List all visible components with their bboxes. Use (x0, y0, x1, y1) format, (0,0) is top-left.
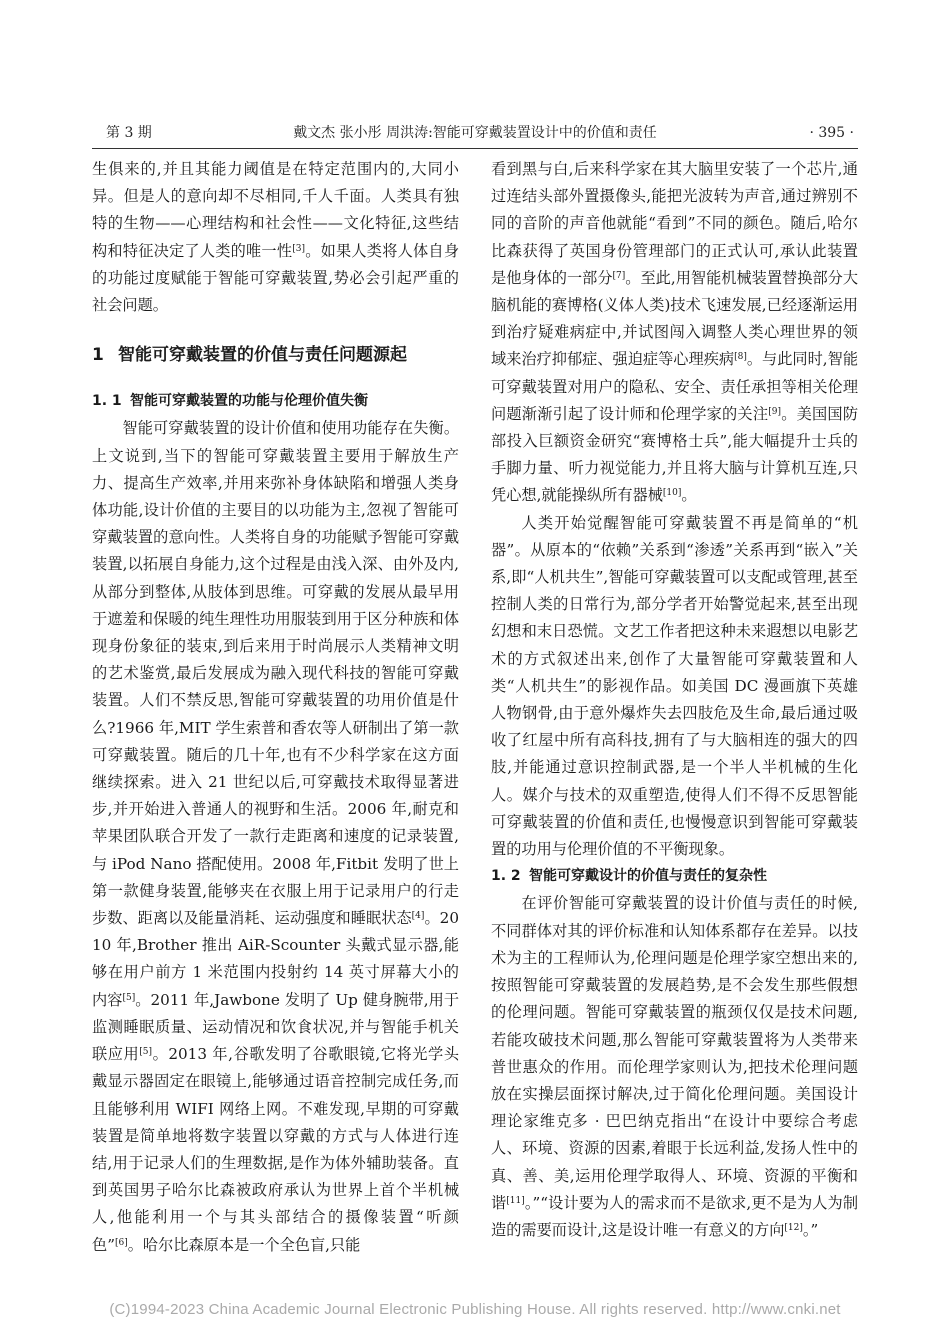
subsection-heading: 1. 2 智能可穿戴设计的价值与责任的复杂性 (491, 868, 767, 885)
citation: [4] (411, 911, 425, 922)
copyright-footer: (C)1994-2023 China Academic Journal Electronic Publishing House. All rights reserved. http://www.cnki.net (109, 1301, 841, 1318)
paragraph-continued: 看到黑与白,后来科学家在其大脑里安装了一个芯片,通过连结头部外置摄像头,能把光波转为声音,通过辨别不同的音阶的声音他就能“看到”不同的颜色。随后,哈尔比森获得了英国身份管理部门的正式认可,承认此装置是他身体的一部分[7]。至此,用智能机械装置替换部分大脑机能的赛博格(义体人类)技术飞速发展,已经逐渐运用到治疗疑难病症中,并试图闯入调整人类心理世界的领域来治疗抑郁症、强迫症等心理疾病[8]。与此同时,智能可穿戴装置对用户的隐私、安全、责任承担等相关伦理问题渐渐引起了设计师和伦理学家的关注[9]。美国国防部投入巨额资金研究“赛博格士兵”,能大幅提升士兵的手脚力量、听力视觉能力,并且将大脑与计算机互连,只凭心想,就能操纵所有器械[10]。 (491, 160, 858, 505)
page-number: · 395 · (809, 125, 854, 141)
citation: [6] (114, 1237, 128, 1248)
section-heading: 1 智能可穿戴装置的价值与责任问题源起 (92, 345, 407, 366)
citation: [8] (734, 352, 747, 363)
citation: [10] (662, 488, 682, 499)
paragraph: 智能可穿戴装置的设计价值和使用功能存在失衡。上文说到,当下的智能可穿戴装置主要用于解放生产力、提高生产效率,并用来弥补身体缺陷和增强人类身体功能,设计价值的主要目的以功能为主,忽视了智能可穿戴装置的意向性。人类将自身的功能赋予智能可穿戴装置,以拓展自身能力,这个过程是由浅入深、由外及内,从部分到整体,从肢体到思维。可穿戴的发展从最早用于遮羞和保暖的纯生理性功用服装到用于区分种族和体现身份象征的装束,到后来用于时尚展示人类精神文明的艺术鉴赏,最后发展成为融入现代科技的智能可穿戴装置。人们不禁反思,智能可穿戴装置的功用价值是什么?1966 年,MIT 学生索普和香农等人研制出了第一款可穿戴装置。随后的几十年,也有不少科学家在这方面继续探索。进入 21 世纪以后,可穿戴技术取得显著进步,并开始进入普通人的视野和生活。2006 年,耐克和苹果团队联合开发了一款行走距离和速度的记录装置,与 iPod Nano 搭配使用。2008 年,Fitbit 发明了世上第一款健身装置,能够夹在衣服上用于记录用户的行走步数、距离以及能量消耗、运动强度和睡眠状态[4]。2010 年,Brother 推出 AiR-Scounter 头戴式显示器,能够在用户前方 1 米范围内投射约 14 英寸屏幕大小的内容[5]。2011 年,Jawbone 发明了 Up 健身腕带,用于监测睡眠质量、运动情况和饮食状况,并与智能手机关联应用[5]。2013 年,谷歌发明了谷歌眼镜,它将光学头戴显示器固定在眼镜上,能够通过语音控制完成任务,而且能够利用 WIFI 网络上网。不难发现,早期的可穿戴装置是简单地将数字装置以穿戴的方式与人体进行连结,用于记录人们的生理数据,是作为体外辅助装备。直到英国男子哈尔比森被政府承认为世界上首个半机械人,他能利用一个与其头部结合的摄像装置“听颜色”[6]。哈尔比森原本是一个全色盲,只能 (92, 419, 459, 1254)
header-rule (92, 148, 858, 149)
paragraph: 人类开始觉醒智能可穿戴装置不再是简单的“机器”。从原本的“依赖”关系到“渗透”关系再到“嵌入”关系,即“人机共生”,智能可穿戴装置可以支配或管理,甚至控制人类的日常行为,部分学者开始警觉起来,甚至出现幻想和末日恐慌。文艺工作者把这种未来遐想以电影艺术的方式叙述出来,创作了大量智能可穿戴装置和人类“人机共生”的影视作品。如美国 DC 漫画旗下英雄人物钢骨,由于意外爆炸失去四肢危及生命,最后通过吸收了红屋中所有高科技,拥有了与大脑相连的强大的四肢,并能通过意识控制武器,是一个半人半机械的生化人。媒介与技术的双重塑造,使得人们不得不反思智能可穿戴装置的价值和责任,也慢慢意识到智能可穿戴装置的功用与伦理价值的不平衡现象。 (491, 513, 858, 859)
running-title: 戴文杰 张小彤 周洪涛:智能可穿戴装置设计中的价值和责任 (293, 125, 657, 141)
citation: [9] (768, 406, 781, 417)
citation: [3] (292, 243, 305, 254)
paragraph-continued: 生俱来的,并且其能力阈值是在特定范围内的,大同小异。但是人的意向却不尽相同,千人千面。人类具有独特的生物——心理结构和社会性——文化特征,这些结构和特征决定了人类的唯一性[3]。如果人类将人体自身的功能过度赋能于智能可穿戴装置,势必会引起严重的社会问题。 (92, 160, 459, 315)
paragraph: 在评价智能可穿戴装置的设计价值与责任的时候,不同群体对其的评价标准和认知体系都存在差异。以技术为主的工程师认为,伦理问题是伦理学家空想出来的,按照智能可穿戴装置的发展趋势,是不会发生那些假想的伦理问题。智能可穿戴装置的瓶颈仅仅是技术问题,若能攻破技术问题,那么智能可穿戴装置将为人类带来普世惠众的作用。而伦理学家则认为,把技术伦理问题放在实操层面探讨解决,过于简化伦理问题。美国设计理论家维克多 · 巴巴纳克指出“在设计中要综合考虑人、环境、资源的因素,着眼于长远利益,发扬人性中的真、善、美,运用伦理学取得人、环境、资源的平衡和谐[11]。”“设计要为人的需求而不是欲求,更不是为人为制造的需要而设计,这是设计唯一有意义的方向[12]。” (491, 894, 858, 1239)
citation: [11] (506, 1195, 525, 1206)
citation: [5] (139, 1047, 153, 1058)
citation: [7] (612, 270, 626, 281)
citation: [12] (784, 1222, 803, 1233)
citation: [5] (122, 992, 136, 1003)
right-column (491, 156, 858, 1264)
running-header (92, 122, 858, 144)
subsection-heading: 1. 1 智能可穿戴装置的功能与伦理价值失衡 (92, 393, 368, 410)
left-column (92, 156, 459, 1264)
issue-number: 第 3 期 (106, 125, 152, 141)
